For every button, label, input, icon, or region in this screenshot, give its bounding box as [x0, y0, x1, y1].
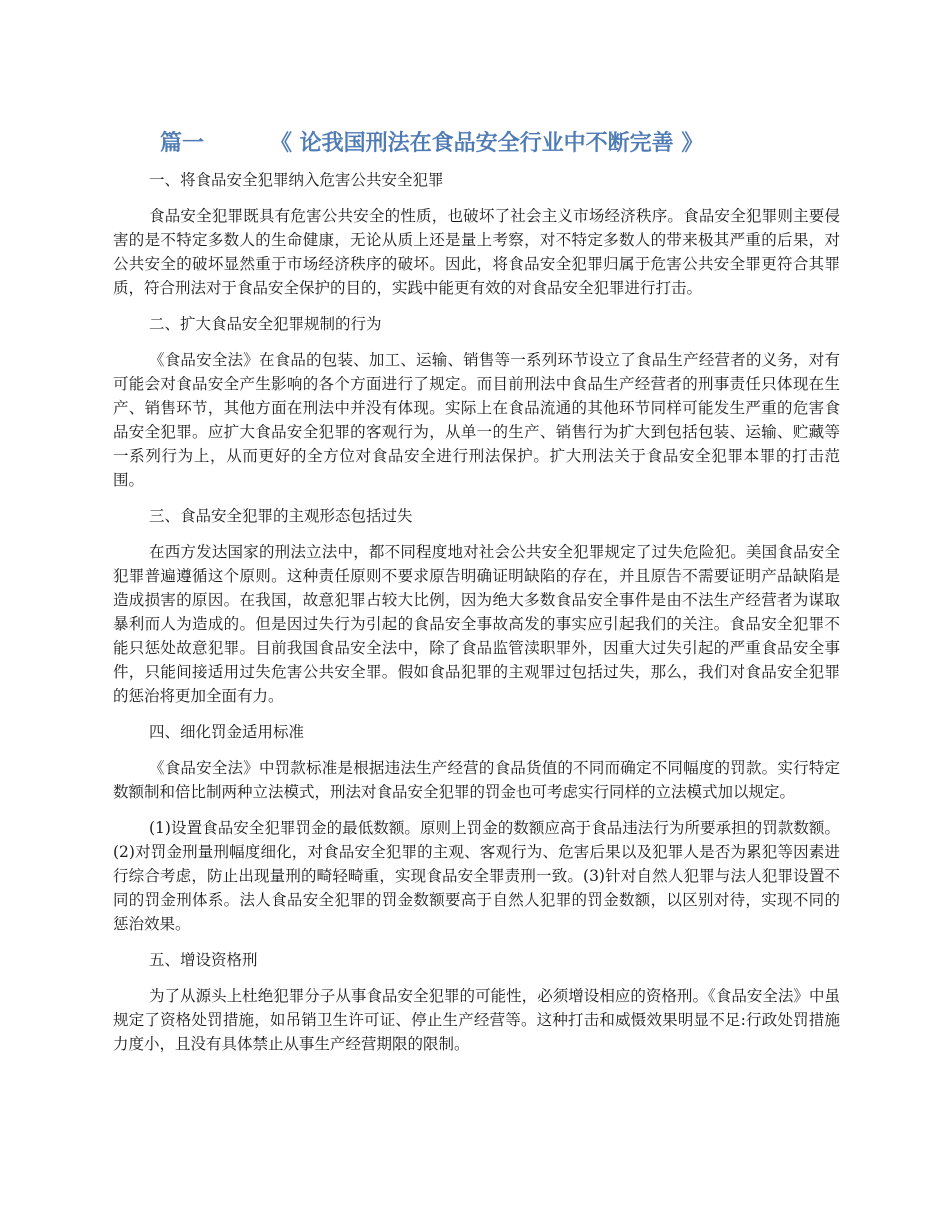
paragraph: 为了从源头上杜绝犯罪分子从事食品安全犯罪的可能性，必须增设相应的资格刑。《食品安全法》中虽规定了资格处罚措施，如吊销卫生许可证、停止生产经营等。这种打击和威慑效果明显不足:行政处罚措施力度小，且没有具体禁止从事生产经营期限的限制。 — [113, 987, 840, 1053]
paragraph: (1)设置食品安全犯罪罚金的最低数额。原则上罚金的数额应高于食品违法行为所要承担的罚款数额。(2)对罚金刑量刑幅度细化，对食品安全犯罪的主观、客观行为、危害后果以及犯罪人是否为累犯等因素进行综合考虑，防止出现量刑的畸轻畸重，实现食品安全罪责刑一致。(3)针对自然人犯罪与法人犯罪设置不同的罚金刑体系。法人食品安全犯罪的罚金数额要高于自然人犯罪的罚金数额，以区别对待，实现不同的惩治效果。 — [113, 819, 840, 933]
document-body — [113, 168, 840, 1068]
section-heading: 二、扩大食品安全犯罪规制的行为 — [149, 315, 382, 333]
title-prefix: 篇一 — [160, 131, 205, 156]
section-heading: 五、增设资格刑 — [149, 951, 258, 969]
section-heading: 三、食品安全犯罪的主观形态包括过失 — [149, 507, 413, 525]
section-heading: 一、将食品安全犯罪纳入危害公共安全犯罪 — [149, 171, 444, 189]
section-heading: 四、细化罚金适用标准 — [149, 723, 305, 741]
title-text: 《 论我国刑法在食品安全行业中不断完善 》 — [270, 131, 704, 156]
paragraph: 食品安全犯罪既具有危害公共安全的性质，也破坏了社会主义市场经济秩序。食品安全犯罪则主要侵害的是不特定多数人的生命健康，无论从质上还是量上考察，对不特定多数人的带来极其严重的后果，对公共安全的破坏显然重于市场经济秩序的破坏。因此，将食品安全犯罪归属于危害公共安全罪更符合其罪质，符合刑法对于食品安全保护的目的，实践中能更有效的对食品安全犯罪进行打击。 — [113, 207, 840, 297]
paragraph: 《食品安全法》中罚款标准是根据违法生产经营的食品货值的不同而确定不同幅度的罚款。实行特定数额制和倍比制两种立法模式，刑法对食品安全犯罪的罚金也可考虑实行同样的立法模式加以规定。 — [113, 759, 840, 801]
document-title — [160, 126, 860, 162]
paragraph: 在西方发达国家的刑法立法中，都不同程度地对社会公共安全犯罪规定了过失危险犯。美国食品安全犯罪普遍遵循这个原则。这种责任原则不要求原告明确证明缺陷的存在，并且原告不需要证明产品缺陷是造成损害的原因。在我国，故意犯罪占较大比例，因为绝大多数食品安全事件是由不法生产经营者为谋取暴利而人为造成的。但是因过失行为引起的食品安全事故高发的事实应引起我们的关注。食品安全犯罪不能只惩处故意犯罪。目前我国食品安全法中，除了食品监管渎职罪外，因重大过失引起的严重食品安全事件，只能间接适用过失危害公共安全罪。假如食品犯罪的主观罪过包括过失，那么，我们对食品安全犯罪的惩治将更加全面有力。 — [113, 543, 840, 705]
paragraph: 《食品安全法》在食品的包装、加工、运输、销售等一系列环节设立了食品生产经营者的义务，对有可能会对食品安全产生影响的各个方面进行了规定。而目前刑法中食品生产经营者的刑事责任只体现在生产、销售环节，其他方面在刑法中并没有体现。实际上在食品流通的其他环节同样可能发生严重的危害食品安全犯罪。应扩大食品安全犯罪的客观行为，从单一的生产、销售行为扩大到包括包装、运输、贮藏等一系列行为上，从而更好的全方位对食品安全进行刑法保护。扩大刑法关于食品安全犯罪本罪的打击范围。 — [113, 351, 840, 489]
